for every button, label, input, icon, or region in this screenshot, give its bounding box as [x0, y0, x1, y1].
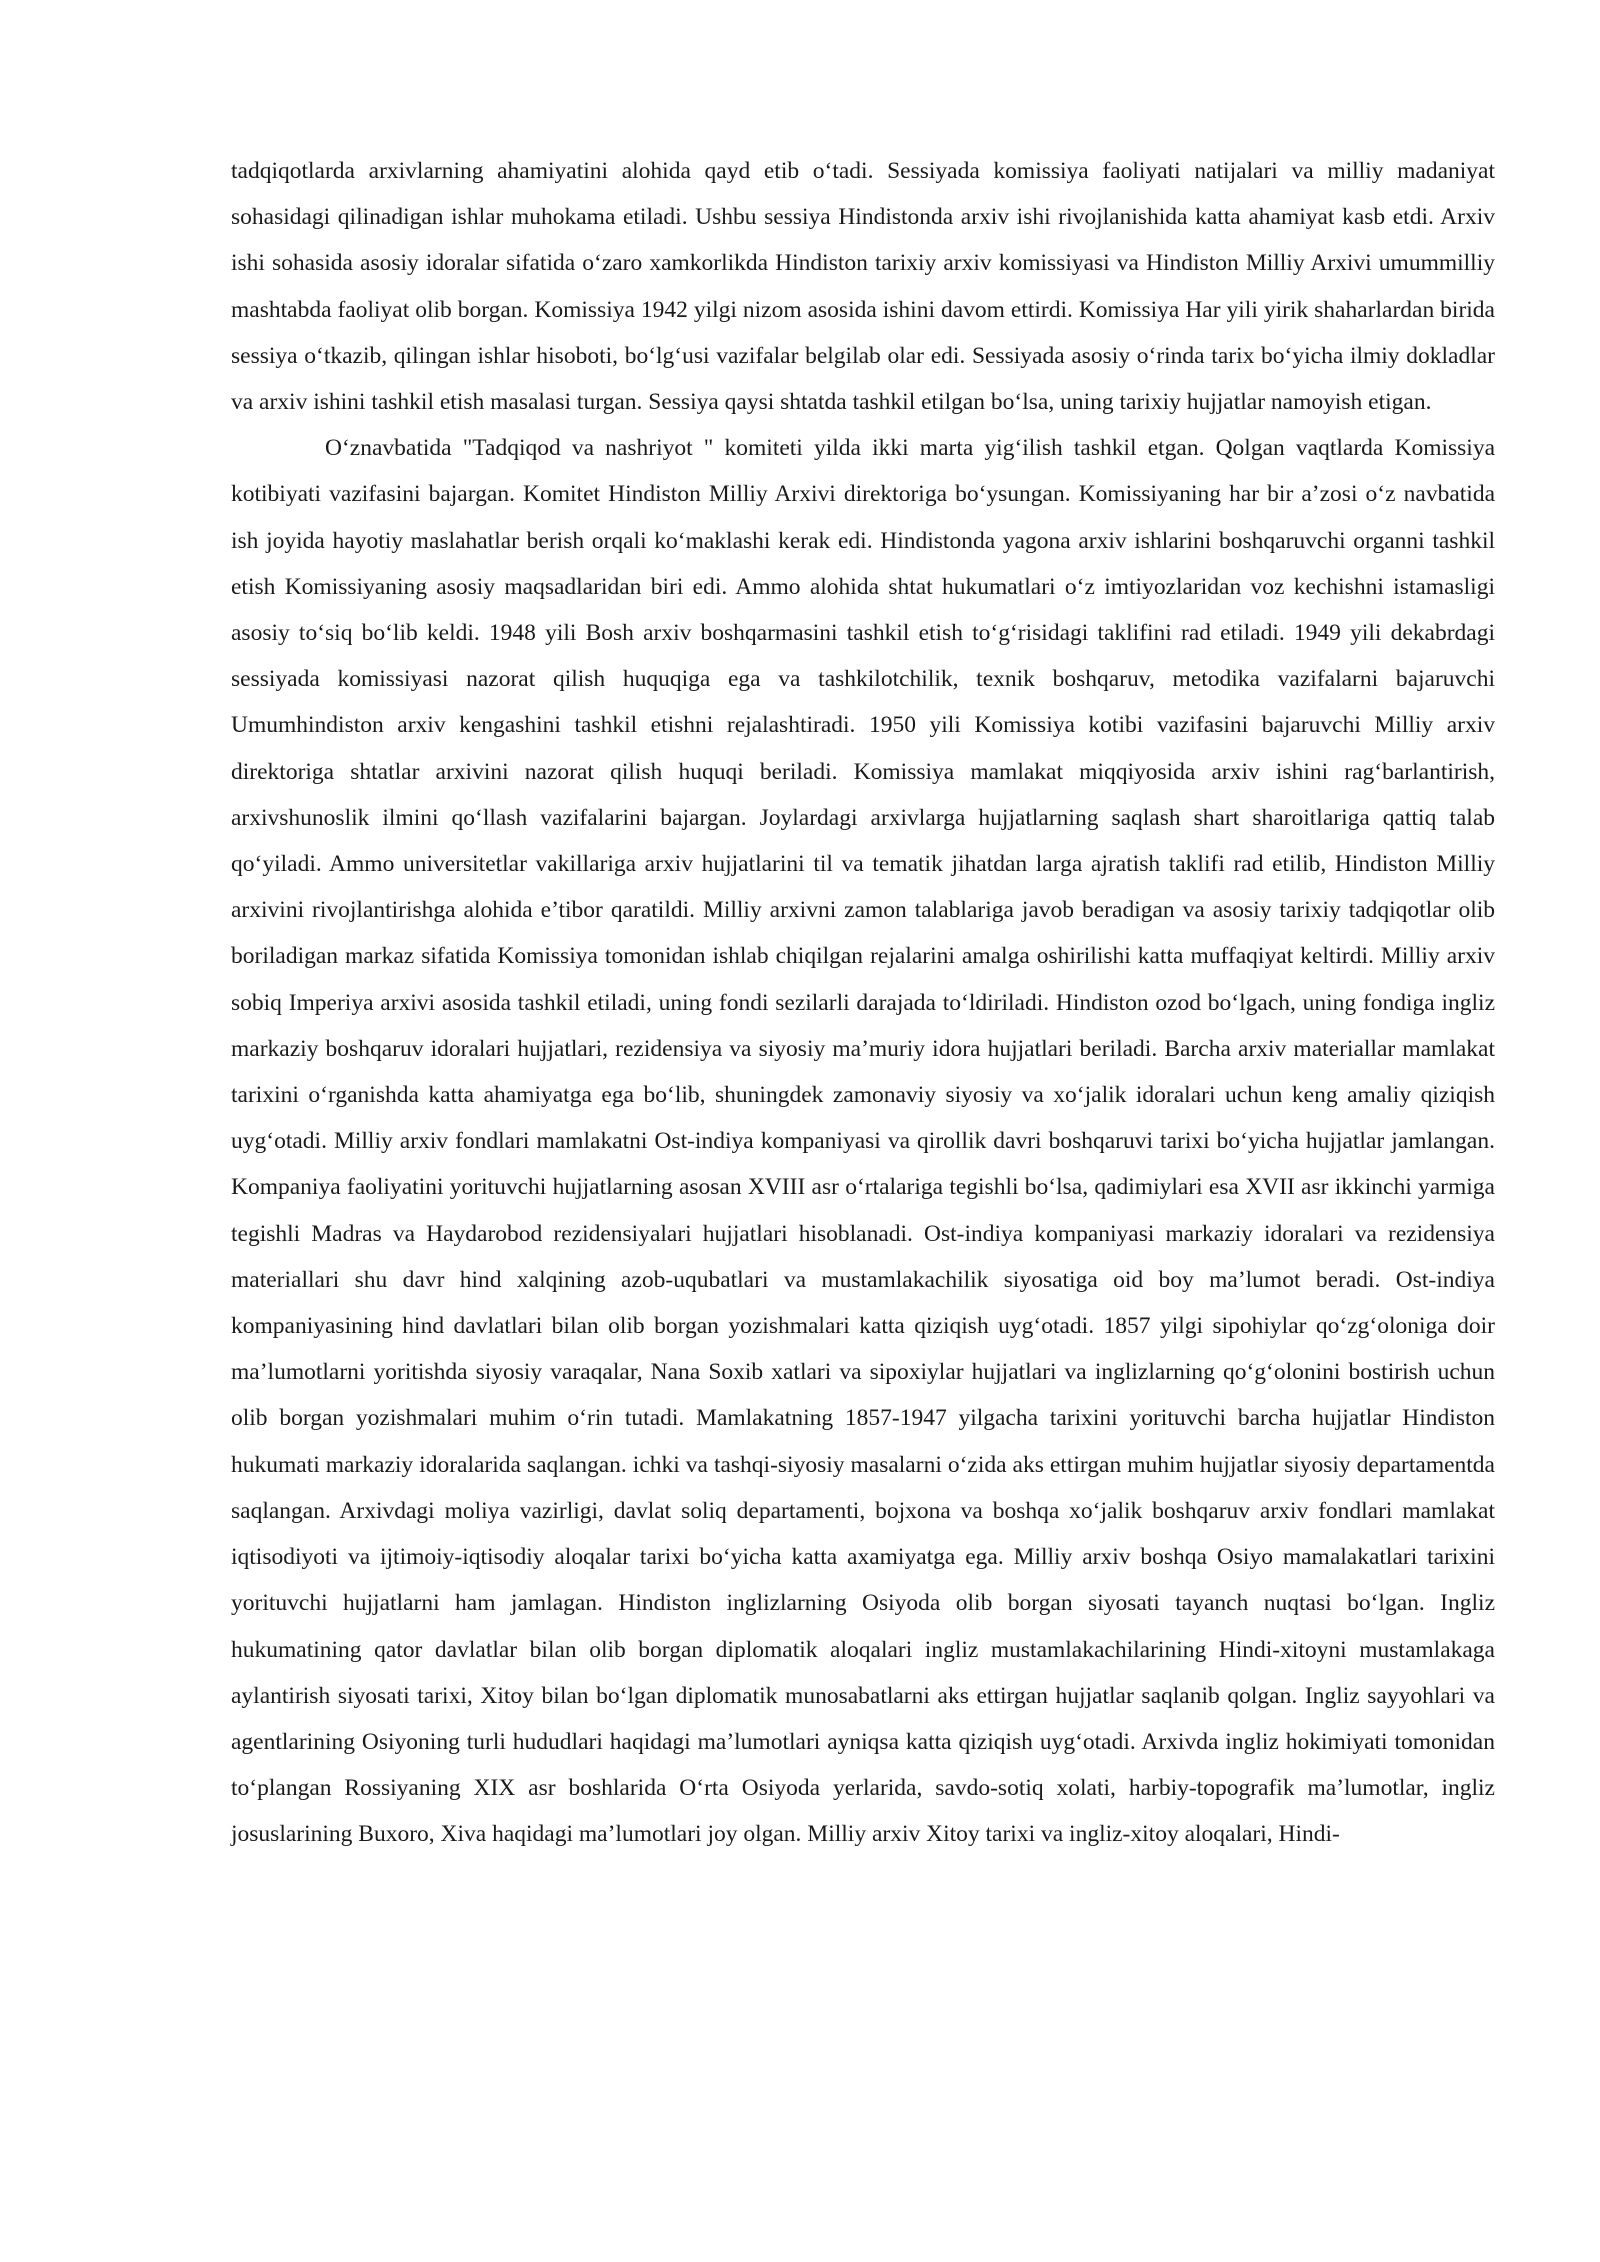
- document-body: [231, 148, 1495, 1858]
- paragraph-committee: O‘znavbatida "Tadqiqod va nashriyot " komiteti yilda ikki marta yig‘ilish tashkil etgan. Qolgan vaqtlarda Komissiya kotibiyati vazifasini bajargan. Komitet Hindiston Milliy Arxivi direktoriga bo‘ysungan. Komissiyaning har bir a’zosi o‘z navbatida ish joyida hayotiy maslahatlar berish orqali ko‘maklashi kerak edi. Hindistonda yagona arxiv ishlarini boshqaruvchi organni tashkil etish Komissiyaning asosiy maqsadlaridan biri edi. Ammo alohida shtat hukumatlari o‘z imtiyozlaridan voz kechishni istamasligi asosiy to‘siq bo‘lib keldi. 1948 yili Bosh arxiv boshqarmasini tashkil etish to‘g‘risidagi taklifini rad etiladi. 1949 yili dekabrdagi sessiyada komissiyasi nazorat qilish huquqiga ega va tashkilotchilik, texnik boshqaruv, metodika vazifalarni bajaruvchi Umumhindiston arxiv kengashini tashkil etishni rejalashtiradi. 1950 yili Komissiya kotibi vazifasini bajaruvchi Milliy arxiv direktoriga shtatlar arxivini nazorat qilish huquqi beriladi. Komissiya mamlakat miqqiyosida arxiv ishini rag‘barlantirish, arxivshunoslik ilmini qo‘llash vazifalarini bajargan. Joylardagi arxivlarga hujjatlarning saqlash shart sharoitlariga qattiq talab qo‘yiladi. Ammo universitetlar vakillariga arxiv hujjatlarini til va tematik jihatdan larga ajratish taklifi rad etilib, Hindiston Milliy arxivini rivojlantirishga alohida e’tibor qaratildi. Milliy arxivni zamon talablariga javob beradigan va asosiy tarixiy tadqiqotlar olib boriladigan markaz sifatida Komissiya tomonidan ishlab chiqilgan rejalarini amalga oshirilishi katta muffaqiyat keltirdi. Milliy arxiv sobiq Imperiya arxivi asosida tashkil etiladi, uning fondi sezilarli darajada to‘ldiriladi. Hindiston ozod bo‘lgach, uning fondiga ingliz markaziy boshqaruv idoralari hujjatlari, rezidensiya va siyosiy ma’muriy idora hujjatlari beriladi. Barcha arxiv materiallar mamlakat tarixini o‘rganishda katta ahamiyatga ega bo‘lib, shuningdek zamonaviy siyosiy va xo‘jalik idoralari uchun keng amaliy qiziqish uyg‘otadi. Milliy arxiv fondlari mamlakatni Ost-indiya kompaniyasi va qirollik davri boshqaruvi tarixi bo‘yicha hujjatlar jamlangan. Kompaniya faoliyatini yorituvchi hujjatlarning asosan XVIII asr o‘rtalariga tegishli bo‘lsa, qadimiylari esa XVII asr ikkinchi yarmiga tegishli Madras va Haydarobod rezidensiyalari hujjatlari hisoblanadi. Ost-indiya kompaniyasi markaziy idoralari va rezidensiya materiallari shu davr hind xalqining azob-uqubatlari va mustamlakachilik siyosatiga oid boy ma’lumot beradi. Ost-indiya kompaniyasining hind davlatlari bilan olib borgan yozishmalari katta qiziqish uyg‘otadi. 1857 yilgi sipohiylar qo‘zg‘oloniga doir ma’lumotlarni yoritishda siyosiy varaqalar, Nana Soxib xatlari va sipoxiylar hujjatlari va inglizlarning qo‘g‘olonini bostirish uchun olib borgan yozishmalari muhim o‘rin tutadi. Mamlakatning 1857-1947 yilgacha tarixini yorituvchi barcha hujjatlar Hindiston hukumati markaziy idoralarida saqlangan. ichki va tashqi-siyosiy masalarni o‘zida aks ettirgan muhim hujjatlar siyosiy departamentda saqlangan. Arxivdagi moliya vazirligi, davlat soliq departamenti, bojxona va boshqa xo‘jalik boshqaruv arxiv fondlari mamlakat iqtisodiyoti va ijtimoiy-iqtisodiy aloqalar tarixi bo‘yicha katta axamiyatga ega. Milliy arxiv boshqa Osiyo mamalakatlari tarixini yorituvchi hujjatlarni ham jamlagan. Hindiston inglizlarning Osiyoda olib borgan siyosati tayanch nuqtasi bo‘lgan. Ingliz hukumatining qator davlatlar bilan olib borgan diplomatik aloqalari ingliz mustamlakachilarining Hindi-xitoyni mustamlakaga aylantirish siyosati tarixi, Xitoy bilan bo‘lgan diplomatik munosabatlarni aks ettirgan hujjatlar saqlanib qolgan. Ingliz sayyohlari va agentlarining Osiyoning turli hududlari haqidagi ma’lumotlari ayniqsa katta qiziqish uyg‘otadi. Arxivda ingliz hokimiyati tomonidan to‘plangan Rossiyaning XIX asr boshlarida O‘rta Osiyoda yerlarida, savdo-sotiq xolati, harbiy-topografik ma’lumotlar, ingliz josuslarining Buxoro, Xiva haqidagi ma’lumotlari joy olgan. Milliy arxiv Xitoy tarixi va ingliz-xitoy aloqalari, Hindi-: [231, 435, 1495, 1848]
- paragraph-continued: tadqiqotlarda arxivlarning ahamiyatini alohida qayd etib o‘tadi. Sessiyada komissiya faoliyati natijalari va milliy madaniyat sohasidagi qilinadigan ishlar muhokama etiladi. Ushbu sessiya Hindistonda arxiv ishi rivojlanishida katta ahamiyat kasb etdi. Arxiv ishi sohasida asosiy idoralar sifatida o‘zaro xamkorlikda Hindiston tarixiy arxiv komissiyasi va Hindiston Milliy Arxivi umummilliy mashtabda faoliyat olib borgan. Komissiya 1942 yilgi nizom asosida ishini davom ettirdi. Komissiya Har yili yirik shaharlardan birida sessiya o‘tkazib, qilingan ishlar hisoboti, bo‘lg‘usi vazifalar belgilab olar edi. Sessiyada asosiy o‘rinda tarix bo‘yicha ilmiy dokladlar va arxiv ishini tashkil etish masalasi turgan. Sessiya qaysi shtatda tashkil etilgan bo‘lsa, uning tarixiy hujjatlar namoyish etigan.: [231, 158, 1495, 416]
